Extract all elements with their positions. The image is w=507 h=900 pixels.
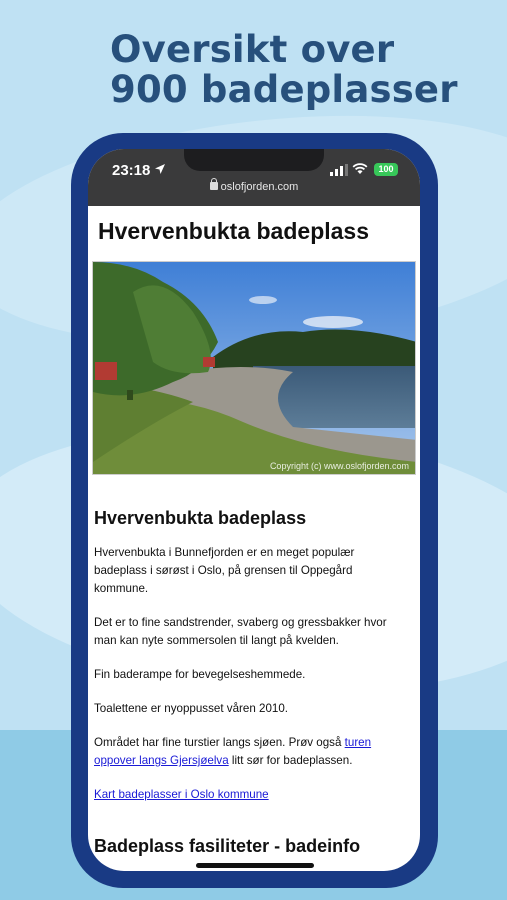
facilities-heading: Badeplass fasiliteter - badeinfo xyxy=(94,836,361,856)
home-indicator[interactable] xyxy=(196,863,314,868)
paragraph-text: Området har fine turstier langs sjøen. Prøv også xyxy=(94,736,345,749)
wifi-icon xyxy=(352,163,368,175)
page-title: Hvervenbukta badeplass xyxy=(98,218,370,244)
headline-line-1: Oversikt over xyxy=(110,28,395,71)
url-bar[interactable] xyxy=(88,181,420,193)
promo-headline xyxy=(110,30,458,110)
location-arrow-icon xyxy=(154,163,166,175)
map-link[interactable]: Kart badeplasser i Oslo kommune xyxy=(94,788,269,801)
paragraph: Det er to fine sandstrender, svaberg og gressbakker hvor man kan nyte sommersolen til langt på kvelden. xyxy=(94,616,387,647)
section-heading: Hvervenbukta badeplass xyxy=(94,508,307,528)
paragraph-tail: litt sør for badeplassen. xyxy=(228,754,353,767)
paragraph-with-link xyxy=(94,734,404,770)
battery-indicator: 100 xyxy=(374,163,398,176)
phone-screen xyxy=(88,149,420,871)
status-bar xyxy=(88,149,420,206)
paragraph: Fin baderampe for bevegelseshemmede. xyxy=(94,668,306,681)
headline-line-2: 900 badeplasser xyxy=(110,68,458,111)
paragraph: Hvervenbukta i Bunnefjorden er en meget populær badeplass i sørøst i Oslo, på grensen til Oppegård kommune. xyxy=(94,546,355,595)
beach-photo-image xyxy=(93,262,416,475)
paragraph: Toalettene er nyoppusset våren 2010. xyxy=(94,702,289,715)
beach-photo xyxy=(92,261,416,475)
gjersjoelva-trail-link[interactable]: turen oppover langs Gjersjøelva xyxy=(94,736,372,767)
lock-icon xyxy=(210,182,218,190)
status-time: 23:18 xyxy=(112,162,151,179)
cell-signal-icon xyxy=(330,164,348,176)
url-text: oslofjorden.com xyxy=(220,181,299,193)
notch xyxy=(184,149,324,171)
photo-credit: Copyright (c) www.oslofjorden.com xyxy=(269,461,409,471)
paragraph xyxy=(94,786,404,804)
